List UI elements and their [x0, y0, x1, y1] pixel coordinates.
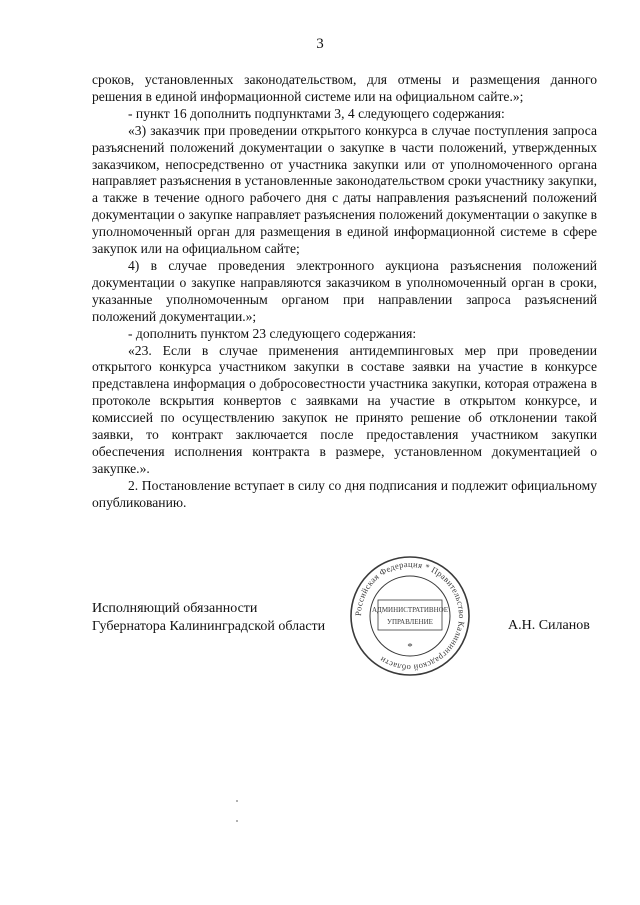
seal-outer-ring [351, 557, 469, 675]
paragraph-add-item-23: - дополнить пунктом 23 следующего содержания: [128, 325, 417, 341]
paragraph-entry-into-force: 2. Постановление вступает в силу со дня подписания и подлежит официальному опубликованию. [92, 477, 597, 510]
seal-center-line-2: УПРАВЛЕНИЕ [387, 618, 433, 626]
paragraph-item-23-text: «23. Если в случае применения антидемпинговых мер при проведении открытого конкурса участником закупки в составе заявки на участие в конкурсе представлена информация о добросовестности участника закупки, которая отражена в протоколе вскрытия конвертов с заявками на участие в открытом конкурсе, и комиссией по осуществлению закупок не принято решение об отклонении такой заявки, то контракт заключается после предоставления участником закупки обеспечения исполнения контракта в размере, установленном документацией о закупке.». [92, 342, 597, 476]
scan-speck [236, 800, 238, 802]
signatory-name: А.Н. Силанов [508, 618, 590, 633]
resolution-body [92, 72, 597, 512]
official-seal-stamp [348, 554, 472, 678]
signatory-title-line-2: Губернатора Калининградской области [92, 619, 326, 634]
seal-center-line-1: АДМИНИСТРАТИВНОЕ [372, 606, 448, 614]
paragraph-subitem-4: 4) в случае проведения электронного аукциона разъяснения положений документации о закупке направляются заказчиком в уполномоченный орган в сроки, указанные уполномоченным органом при направлении запроса разъяснений положений документации.»; [92, 257, 597, 324]
seal-outer-text: Российская Федерация * Правительство Калининградской области [352, 558, 468, 674]
signatory-title [92, 600, 325, 636]
paragraph-continuation: сроков, установленных законодательством, для отмены и размещения данного решения в единой информационной системе или на официальном сайте.»; [92, 72, 597, 104]
paragraph-amend-item-16: - пункт 16 дополнить подпунктами 3, 4 следующего содержания: [128, 105, 505, 121]
scan-speck [236, 820, 238, 822]
page-number: 3 [316, 36, 324, 52]
seal-star: * [407, 641, 413, 653]
signatory-title-line-1: Исполняющий обязанности [92, 601, 258, 616]
paragraph-subitem-3: «3) заказчик при проведении открытого конкурса в случае поступления запроса разъяснений положений документации о закупке в части положений, утвержденных заказчиком, непосредственно от участника закупки или от уполномоченного органа направляет разъяснения в установленные законодательством сроки участнику закупки, а также в течение одного рабочего дня с даты направления разъяснений положений документации о закупке направляет разъяснения положений документации о закупке в уполномоченный орган для размещения в единой информационной системе в сфере закупок или на официальном сайте; [92, 122, 597, 257]
